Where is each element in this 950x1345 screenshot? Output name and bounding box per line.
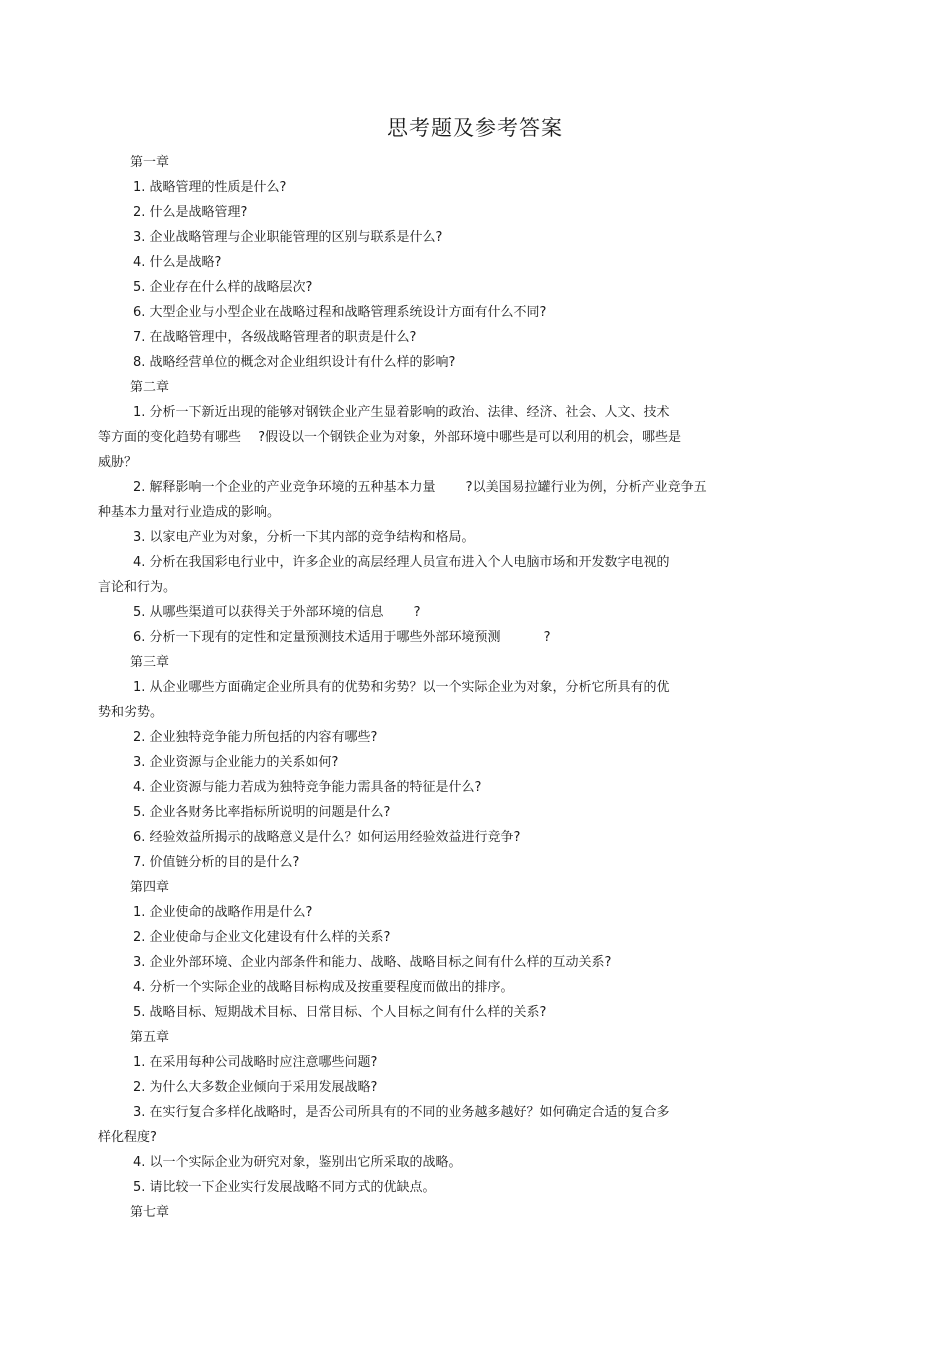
chapter-heading: 第二章 xyxy=(130,380,170,395)
question-line: 种基本力量对行业造成的影响。 xyxy=(98,505,281,520)
question-line: 威胁？ xyxy=(98,455,138,470)
question-line: 势和劣势。 xyxy=(98,705,164,720)
document-body xyxy=(98,150,818,1225)
question-item xyxy=(98,850,818,875)
question-item xyxy=(98,775,818,800)
question-item xyxy=(98,475,818,525)
question-item xyxy=(98,725,818,750)
question-item xyxy=(98,1075,818,1100)
question-item xyxy=(98,175,818,200)
chapter-heading: 第一章 xyxy=(130,155,170,170)
question-line: 1. 在采用每种公司战略时应注意哪些问题? xyxy=(133,1055,378,1070)
question-item xyxy=(98,1150,818,1175)
question-item xyxy=(98,800,818,825)
question-item xyxy=(98,675,818,725)
question-line: 2. 企业使命与企业文化建设有什么样的关系? xyxy=(133,930,391,945)
page-title: 思考题及参考答案 xyxy=(387,116,563,140)
chapter-heading: 第七章 xyxy=(130,1205,170,1220)
question-line: 7. 价值链分析的目的是什么? xyxy=(133,855,300,870)
question-item xyxy=(98,300,818,325)
question-line: 3. 在实行复合多样化战略时，是否公司所具有的不同的业务越多越好？如何确定合适的复合多 xyxy=(133,1105,670,1120)
question-line: 言论和行为。 xyxy=(98,580,177,595)
question-item xyxy=(98,325,818,350)
question-line: 5. 从哪些渠道可以获得关于外部环境的信息 ? xyxy=(133,605,421,620)
question-item xyxy=(98,625,818,650)
question-line: 8. 战略经营单位的概念对企业组织设计有什么样的影响? xyxy=(133,355,456,370)
question-line: 4. 以一个实际企业为研究对象，鉴别出它所采取的战略。 xyxy=(133,1155,462,1170)
question-item xyxy=(98,275,818,300)
question-line: 4. 什么是战略? xyxy=(133,255,222,270)
question-line: 6. 分析一下现有的定性和定量预测技术适用于哪些外部环境预测 ? xyxy=(133,630,551,645)
question-item xyxy=(98,825,818,850)
question-item xyxy=(98,750,818,775)
question-item xyxy=(98,925,818,950)
chapter-heading: 第三章 xyxy=(130,655,170,670)
question-line: 5. 请比较一下企业实行发展战略不同方式的优缺点。 xyxy=(133,1180,436,1195)
question-line: 3. 企业外部环境、企业内部条件和能力、战略、战略目标之间有什么样的互动关系? xyxy=(133,955,612,970)
question-item xyxy=(98,1100,818,1150)
question-line: 2. 企业独特竞争能力所包括的内容有哪些? xyxy=(133,730,378,745)
question-item xyxy=(98,1175,818,1200)
question-line: 5. 企业存在什么样的战略层次? xyxy=(133,280,313,295)
question-line: 等方面的变化趋势有哪些 ?假设以一个钢铁企业为对象，外部环境中哪些是可以利用的机会，哪些是 xyxy=(98,430,682,445)
question-line: 7. 在战略管理中，各级战略管理者的职责是什么? xyxy=(133,330,417,345)
question-line: 1. 战略管理的性质是什么? xyxy=(133,180,287,195)
question-item xyxy=(98,975,818,1000)
question-item xyxy=(98,900,818,925)
question-line: 2. 为什么大多数企业倾向于采用发展战略? xyxy=(133,1080,378,1095)
question-item xyxy=(98,1000,818,1025)
question-item xyxy=(98,200,818,225)
question-line: 1. 企业使命的战略作用是什么? xyxy=(133,905,313,920)
question-line: 1. 分析一下新近出现的能够对钢铁企业产生显着影响的政治、法律、经济、社会、人文、技术 xyxy=(133,405,670,420)
question-line: 3. 企业战略管理与企业职能管理的区别与联系是什么? xyxy=(133,230,443,245)
question-item xyxy=(98,250,818,275)
question-line: 2. 解释影响一个企业的产业竞争环境的五种基本力量 ?以美国易拉罐行业为例，分析产业竞争五 xyxy=(133,480,707,495)
question-item xyxy=(98,400,818,475)
question-line: 5. 企业各财务比率指标所说明的问题是什么? xyxy=(133,805,391,820)
question-item xyxy=(98,550,818,600)
question-line: 6. 大型企业与小型企业在战略过程和战略管理系统设计方面有什么不同? xyxy=(133,305,547,320)
question-line: 2. 什么是战略管理? xyxy=(133,205,248,220)
chapter-heading: 第五章 xyxy=(130,1030,170,1045)
question-item xyxy=(98,225,818,250)
question-line: 1. 从企业哪些方面确定企业所具有的优势和劣势？以一个实际企业为对象，分析它所具有的优 xyxy=(133,680,670,695)
question-line: 4. 分析在我国彩电行业中，许多企业的高层经理人员宣布进入个人电脑市场和开发数字电视的 xyxy=(133,555,670,570)
question-item xyxy=(98,350,818,375)
question-line: 3. 企业资源与企业能力的关系如何? xyxy=(133,755,339,770)
question-item xyxy=(98,950,818,975)
question-line: 3. 以家电产业为对象，分析一下其内部的竞争结构和格局。 xyxy=(133,530,475,545)
question-item xyxy=(98,600,818,625)
question-line: 4. 分析一个实际企业的战略目标构成及按重要程度而做出的排序。 xyxy=(133,980,514,995)
question-line: 6. 经验效益所揭示的战略意义是什么？如何运用经验效益进行竞争? xyxy=(133,830,521,845)
question-line: 4. 企业资源与能力若成为独特竞争能力需具备的特征是什么? xyxy=(133,780,482,795)
question-line: 样化程度? xyxy=(98,1130,157,1145)
question-line: 5. 战略目标、短期战术目标、日常目标、个人目标之间有什么样的关系? xyxy=(133,1005,547,1020)
chapter-heading: 第四章 xyxy=(130,880,170,895)
question-item xyxy=(98,525,818,550)
question-item xyxy=(98,1050,818,1075)
